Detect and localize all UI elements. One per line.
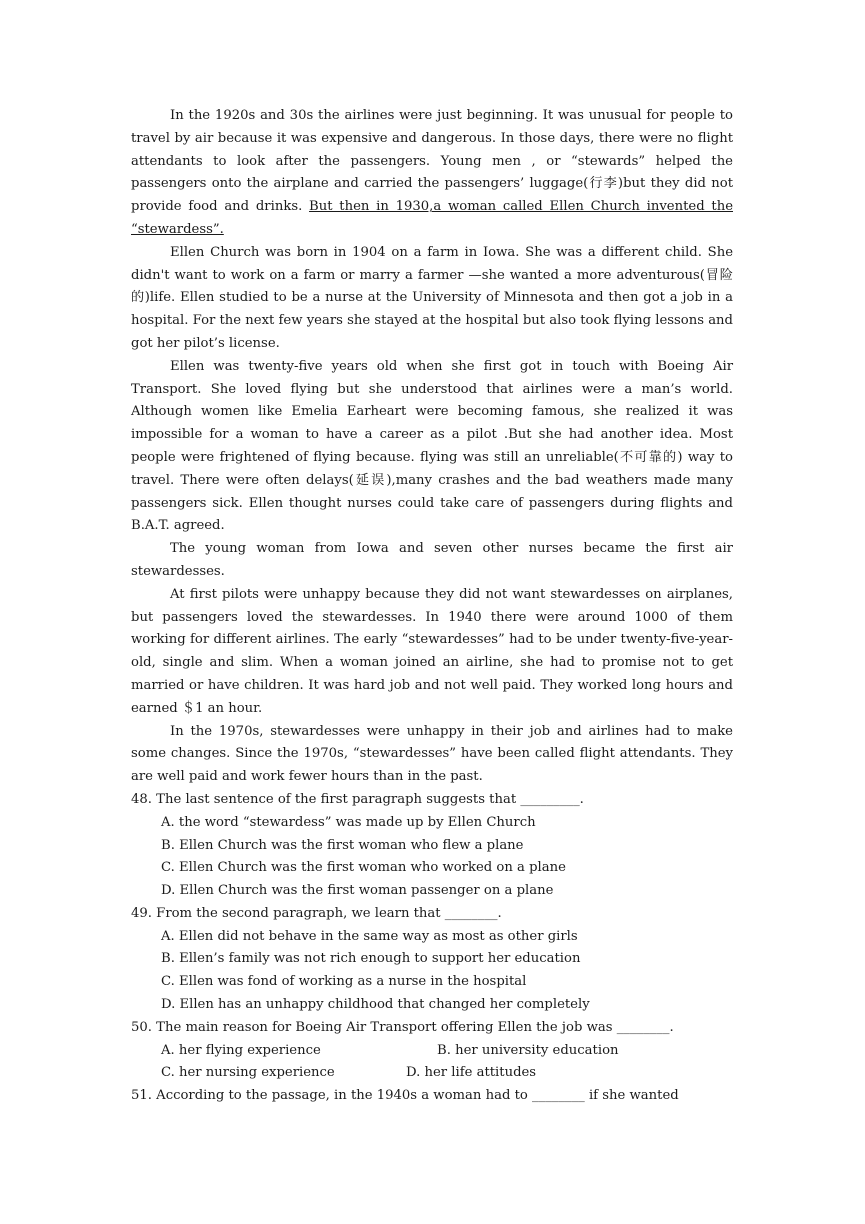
option-c: C. her nursing experience bbox=[161, 1065, 335, 1081]
option-d: D. Ellen has an unhappy childhood that changed her completely bbox=[161, 997, 590, 1013]
paragraph-2: Ellen Church was born in 1904 on a farm in Iowa. She was a different child. She didn't want to work on a farm or marry a farmer —she wanted a more adventurous(冒险的)life. Ellen studied to be a nurse at the University of Minnesota and then got a job in a hospital. For the next few years she stayed at the hospital but also took flying lessons and got her pilot’s license. bbox=[131, 244, 733, 351]
paragraph-1 bbox=[131, 105, 733, 242]
option-row bbox=[131, 1062, 733, 1085]
question-50 bbox=[131, 1017, 733, 1085]
document-page bbox=[131, 105, 733, 1108]
question-48 bbox=[131, 789, 733, 903]
question-49 bbox=[131, 903, 733, 1017]
option-b: B. Ellen’s family was not rich enough to support her education bbox=[161, 951, 581, 967]
paragraph-6: In the 1970s, stewardesses were unhappy in their job and airlines had to make some changes. Since the 1970s, “stewardesses” have been called flight attendants. They are well paid and work fewer hours than in the past. bbox=[131, 723, 733, 785]
option-row bbox=[131, 1040, 733, 1063]
option-b: B. Ellen Church was the first woman who flew a plane bbox=[161, 837, 524, 853]
question-51 bbox=[131, 1085, 733, 1108]
option-a: A. the word “stewardess” was made up by Ellen Church bbox=[161, 814, 536, 830]
underlined-sentence: But then in 1930,a woman called Ellen Church invented the “stewardess”. bbox=[131, 199, 733, 237]
paragraph-5: At first pilots were unhappy because they did not want stewardesses on airplanes, but passengers loved the stewardesses. In 1940 there were around 1000 of them working for different airlines. The early “stewardesses” had to be under twenty-five-year-old, single and slim. When a woman joined an airline, she had to promise not to get married or have children. It was hard job and not well paid. They worked long hours and earned ＄1 an hour. bbox=[131, 586, 733, 716]
question-stem: 51. According to the passage, in the 1940s a woman had to ________ if she wanted bbox=[131, 1088, 679, 1104]
question-stem: 50. The main reason for Boeing Air Transport offering Ellen the job was ________. bbox=[131, 1019, 674, 1035]
option-a: A. her flying experience bbox=[161, 1042, 321, 1058]
option-b: B. her university education bbox=[437, 1042, 619, 1058]
question-stem: 49. From the second paragraph, we learn that ________. bbox=[131, 905, 502, 921]
question-stem: 48. The last sentence of the first paragraph suggests that _________. bbox=[131, 791, 584, 807]
option-d: D. Ellen Church was the first woman passenger on a plane bbox=[161, 883, 554, 899]
option-a: A. Ellen did not behave in the same way as most as other girls bbox=[161, 928, 578, 944]
paragraph-3: Ellen was twenty-five years old when she first got in touch with Boeing Air Transport. She loved flying but she understood that airlines were a man’s world. Although women like Emelia Earheart were becoming famous, she realized it was impossible for a woman to have a career as a pilot .But she had another idea. Most people were frightened of flying because. flying was still an unreliable(不可靠的) way to travel. There were often delays(延误),many crashes and the bad weathers made many passengers sick. Ellen thought nurses could take care of passengers during flights and B.A.T. agreed. bbox=[131, 358, 733, 534]
paragraph-1-text: In the 1920s and 30s the airlines were just beginning. It was unusual for people to travel by air because it was expensive and dangerous. In those days, there were no flight attendants to look after the passengers. Young men , or “stewards” helped the passengers onto the airplane and carried the passengers’ luggage(行李)but they did not provide food and drinks. bbox=[131, 108, 733, 215]
option-c: C. Ellen was fond of working as a nurse in the hospital bbox=[161, 974, 527, 990]
option-c: C. Ellen Church was the first woman who worked on a plane bbox=[161, 860, 566, 876]
paragraph-4: The young woman from Iowa and seven other nurses became the first air stewardesses. bbox=[131, 541, 733, 579]
option-d: D. her life attitudes bbox=[406, 1065, 537, 1081]
